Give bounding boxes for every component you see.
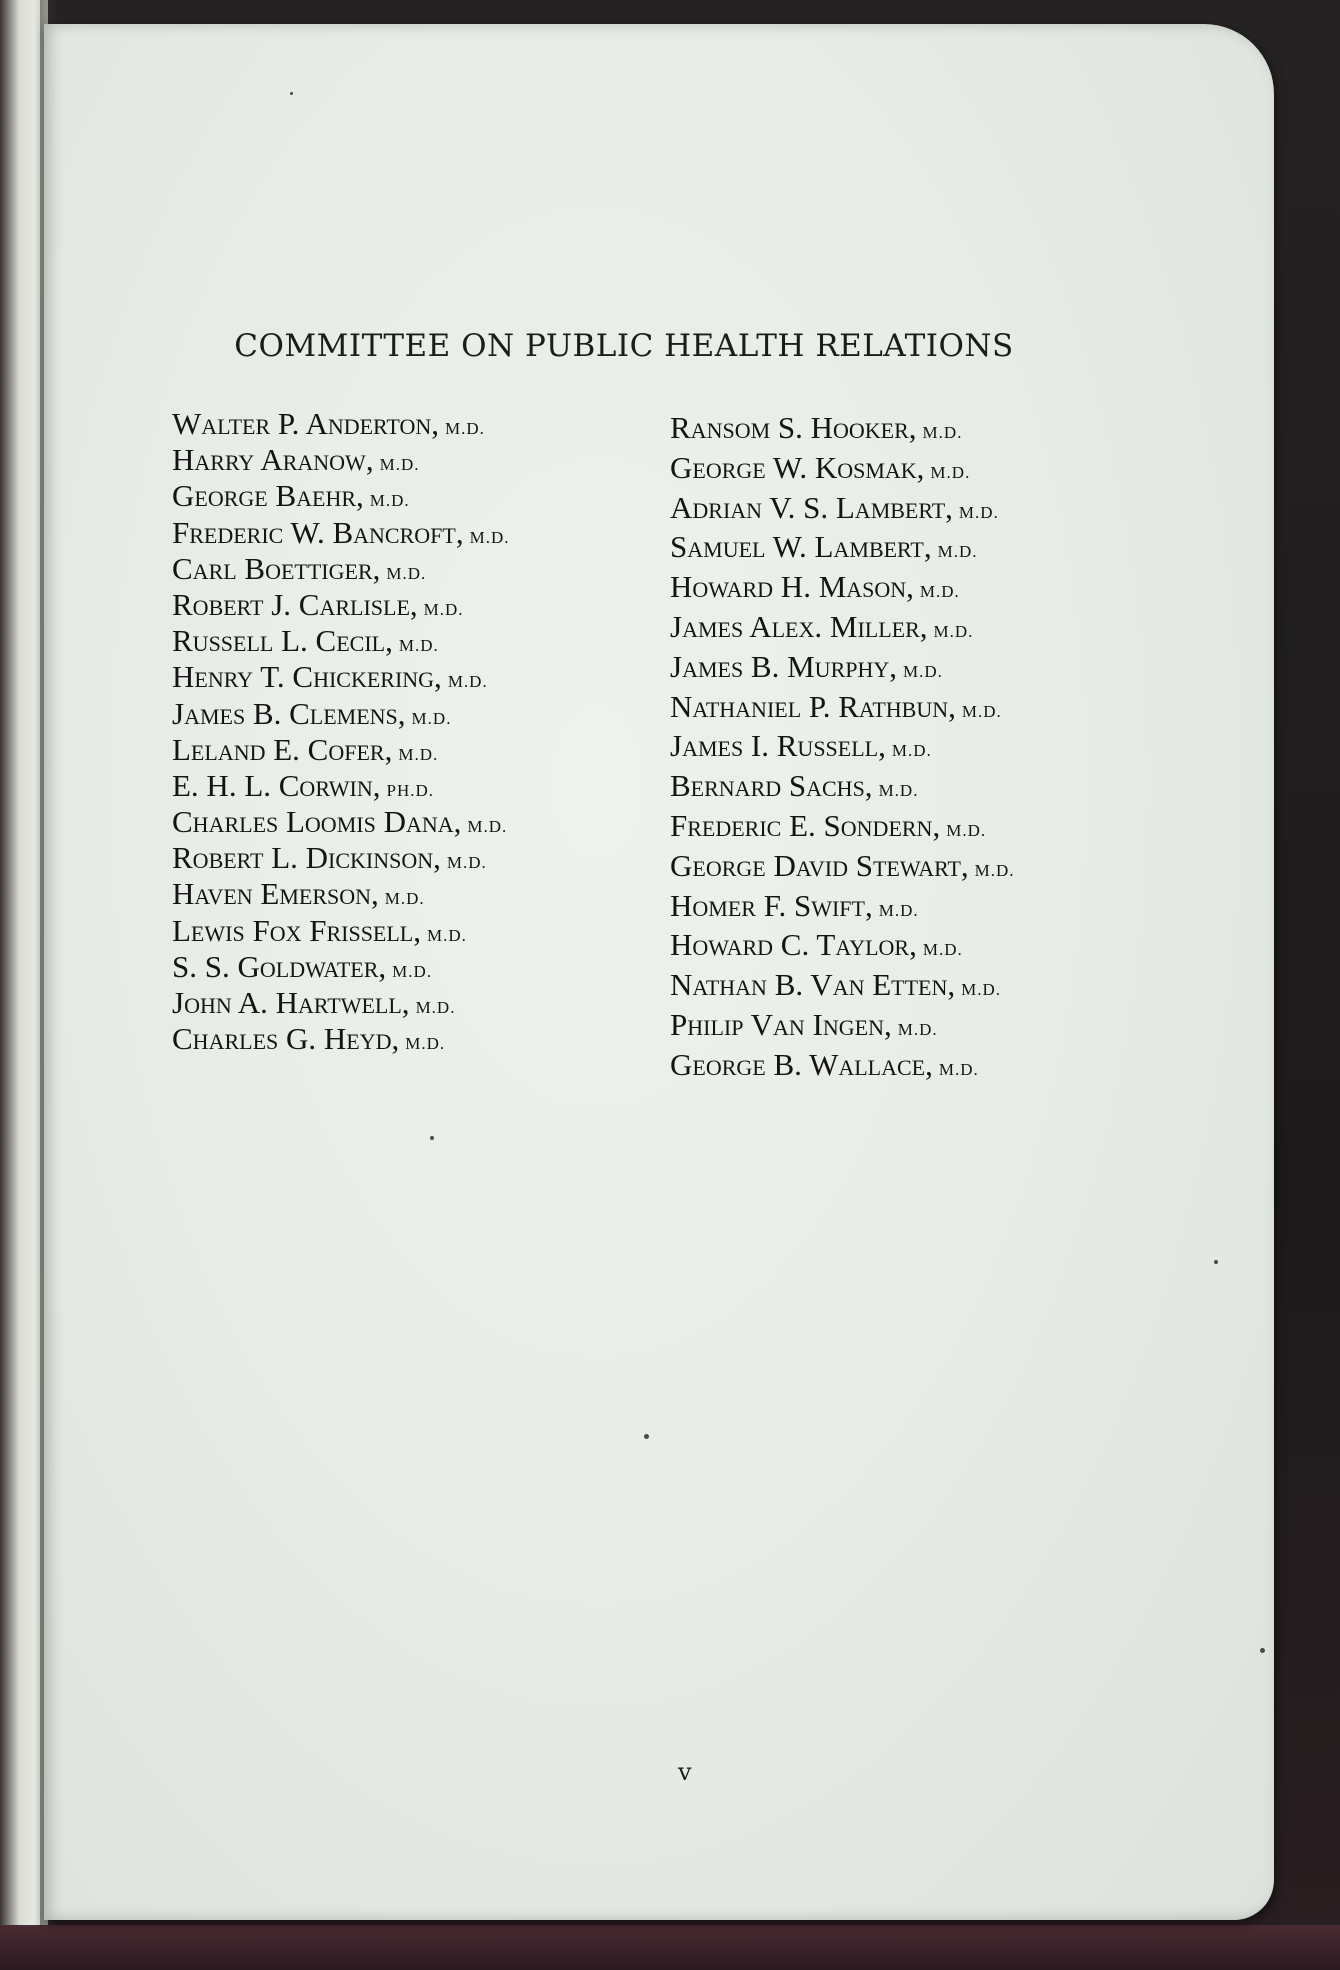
member-entry (670, 488, 1190, 528)
member-name: Ransom S. Hooker, (670, 410, 917, 445)
member-degree: m.d. (398, 631, 439, 658)
member-name: Henry T. Chickering, (172, 659, 442, 695)
paper-speck (290, 92, 293, 95)
member-name: Harry Aranow, (172, 442, 374, 478)
member-degree: m.d. (392, 956, 433, 983)
member-degree: m.d. (922, 935, 963, 962)
member-degree: m.d. (379, 450, 420, 477)
member-name: Frederic E. Sondern, (670, 807, 941, 843)
member-entry (172, 515, 692, 551)
member-degree: m.d. (398, 739, 439, 766)
member-degree: m.d. (415, 993, 456, 1019)
member-name: George B. Wallace, (670, 1046, 933, 1082)
member-name: Walter P. Anderton, (172, 406, 439, 441)
member-entry (670, 687, 1190, 727)
member-name: George David Stewart, (670, 847, 969, 883)
member-name: Howard H. Mason, (670, 569, 914, 605)
member-degree: m.d. (469, 522, 510, 549)
member-degree: m.d. (922, 418, 963, 444)
member-degree: m.d. (974, 855, 1015, 882)
member-entry (670, 925, 1190, 965)
member-name: Bernard Sachs, (670, 768, 873, 804)
paper-speck (644, 1434, 649, 1439)
member-name: James Alex. Miller, (670, 608, 928, 644)
member-name: Leland E. Cofer, (172, 731, 393, 767)
member-name: Philip Van Ingen, (670, 1006, 892, 1042)
member-degree: m.d. (386, 558, 427, 585)
member-entry (172, 876, 692, 912)
member-name: James I. Russell, (670, 728, 886, 764)
member-entry (172, 768, 692, 804)
paper-speck (1214, 1260, 1218, 1264)
member-entry (670, 448, 1190, 488)
page-title: COMMITTEE ON PUBLIC HEALTH RELATIONS (234, 328, 1014, 364)
member-name: George Baehr, (172, 478, 364, 514)
member-degree: ph.d. (386, 775, 435, 802)
member-degree: m.d. (446, 848, 487, 875)
member-entry (172, 623, 692, 659)
member-entry (670, 886, 1190, 926)
member-name: E. H. L. Corwin, (172, 767, 381, 803)
member-name: Howard C. Taylor, (670, 927, 917, 963)
member-entry (172, 840, 692, 876)
member-degree: m.d. (897, 1014, 938, 1041)
member-entry (670, 1045, 1190, 1085)
member-entry (670, 607, 1190, 647)
member-name: S. S. Goldwater, (172, 948, 387, 984)
member-degree: m.d. (427, 920, 467, 947)
member-name: Charles Loomis Dana, (172, 804, 462, 840)
member-degree: m.d. (930, 457, 971, 484)
member-name: Russell L. Cecil, (172, 623, 393, 659)
member-degree: m.d. (891, 736, 932, 763)
member-entry (172, 478, 692, 514)
member-name: John A. Hartwell, (172, 985, 410, 1020)
member-entry (670, 1005, 1190, 1045)
member-entry (172, 659, 692, 695)
member-entry (670, 806, 1190, 846)
member-degree: m.d. (384, 884, 425, 911)
member-degree: m.d. (938, 1054, 979, 1081)
member-entry (670, 647, 1190, 687)
member-name: Carl Boettiger, (172, 550, 381, 586)
member-name: Nathaniel P. Rathbun, (670, 688, 956, 724)
member-degree: m.d. (423, 594, 464, 621)
member-name: Robert J. Carlisle, (172, 586, 418, 622)
member-name: Frederic W. Bancroft, (172, 514, 464, 550)
member-entry (172, 696, 692, 732)
member-name: Samuel W. Lambert, (670, 529, 932, 565)
member-entry (670, 846, 1190, 886)
member-name: Charles G. Heyd, (172, 1021, 400, 1057)
member-entry (172, 587, 692, 623)
member-entry (172, 913, 692, 949)
member-degree: m.d. (878, 895, 919, 922)
member-name: George W. Kosmak, (670, 449, 925, 485)
member-degree: m.d. (958, 497, 999, 524)
member-entry (172, 804, 692, 840)
member-name: Adrian V. S. Lambert, (670, 489, 953, 525)
member-entry (670, 408, 1190, 448)
member-entry (172, 551, 692, 587)
member-degree: m.d. (405, 1029, 446, 1056)
member-entry (172, 1021, 692, 1057)
paper-speck (1260, 1648, 1265, 1653)
book-page (44, 24, 1274, 1920)
member-name: James B. Clemens, (172, 695, 406, 731)
member-entry (670, 965, 1190, 1005)
member-degree: m.d. (946, 815, 987, 842)
member-degree: m.d. (878, 776, 919, 803)
member-degree: m.d. (961, 975, 1002, 1002)
member-degree: m.d. (411, 703, 452, 730)
member-name: Haven Emerson, (172, 876, 379, 912)
member-degree: m.d. (467, 812, 508, 839)
member-name: James B. Murphy, (670, 648, 897, 684)
member-degree: m.d. (937, 537, 978, 564)
page-number: v (678, 1758, 692, 1786)
member-entry (670, 726, 1190, 766)
member-degree: m.d. (447, 667, 488, 694)
member-degree: m.d. (903, 656, 943, 683)
member-entry (172, 732, 692, 768)
member-degree: m.d. (369, 486, 410, 513)
member-entry (670, 766, 1190, 806)
member-name: Robert L. Dickinson, (172, 840, 441, 876)
member-name: Homer F. Swift, (670, 887, 873, 923)
member-entry (670, 567, 1190, 607)
member-entry (172, 442, 692, 478)
member-degree: m.d. (919, 577, 960, 604)
book-cover-edge (0, 1925, 1340, 1970)
member-list-left (172, 406, 692, 1057)
member-entry (172, 406, 692, 442)
member-name: Lewis Fox Frissell, (172, 912, 421, 948)
member-entry (670, 527, 1190, 567)
member-degree: m.d. (961, 696, 1002, 723)
member-name: Nathan B. Van Etten, (670, 967, 956, 1003)
member-entry (172, 985, 692, 1021)
member-list-right (670, 408, 1190, 1085)
member-degree: m.d. (444, 414, 485, 440)
member-entry (172, 949, 692, 985)
paper-speck (430, 1136, 434, 1140)
member-degree: m.d. (933, 616, 974, 643)
